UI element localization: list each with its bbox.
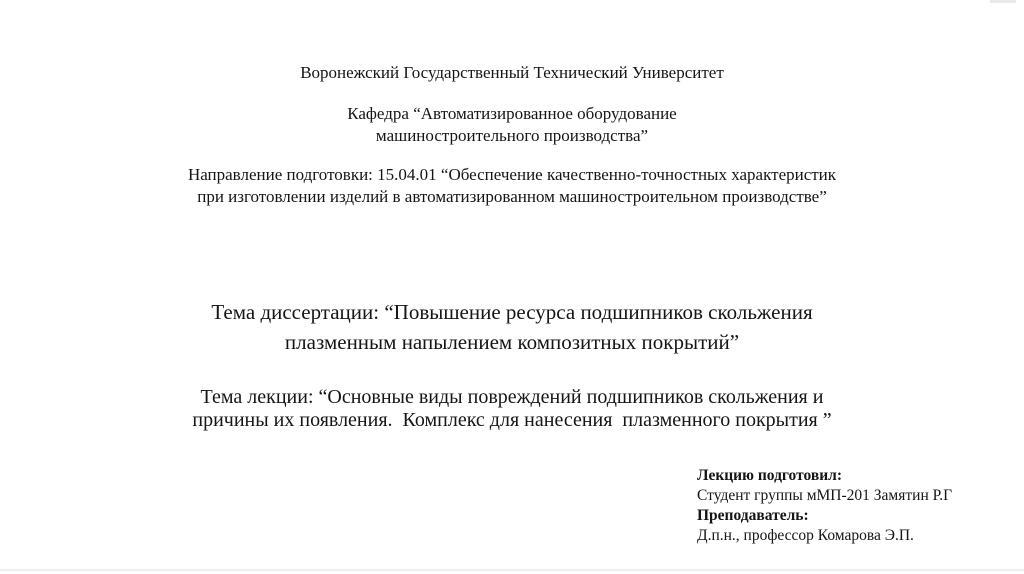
department-line-1: Кафедра “Автоматизированное оборудование: [347, 104, 677, 123]
lecture-topic-line-1: Тема лекции: “Основные виды повреждений подшипников скольжения и: [200, 386, 824, 408]
top-right-artifact: [990, 0, 1016, 3]
department-line-2: машиностроительного производства”: [375, 126, 649, 145]
credits-prepared-label: Лекцию подготовил:: [697, 467, 843, 484]
dissertation-topic-line-2: плазменным напылением композитных покрытий”: [284, 330, 740, 354]
credits-prepared-by: Студент группы мМП-201 Замятин Р.Г: [697, 487, 953, 504]
study-program-block: [0, 164, 1024, 208]
department-block: [0, 103, 1024, 147]
lecture-topic: [0, 386, 1024, 432]
study-program-line-1: Направление подготовки: 15.04.01 “Обеспечение качественно-точностных характеристик: [187, 165, 837, 184]
lecture-topic-line-2: причины их появления. Комплекс для нанесения плазменного покрытия ”: [192, 409, 832, 431]
dissertation-topic-line-1: Тема диссертации: “Повышение ресурса подшипников скольжения: [211, 300, 813, 324]
credits-teacher-label: Преподаватель:: [697, 507, 809, 524]
credits-block: [697, 466, 952, 546]
slide-bottom-edge: [0, 569, 1024, 571]
study-program-line-2: при изготовлении изделий в автоматизированном машиностроительном производстве”: [197, 187, 827, 206]
credits-teacher-name: Д.п.н., профессор Комарова Э.П.: [697, 527, 914, 544]
university-title: Воронежский Государственный Технический Университет: [300, 63, 724, 82]
dissertation-topic: [0, 297, 1024, 357]
